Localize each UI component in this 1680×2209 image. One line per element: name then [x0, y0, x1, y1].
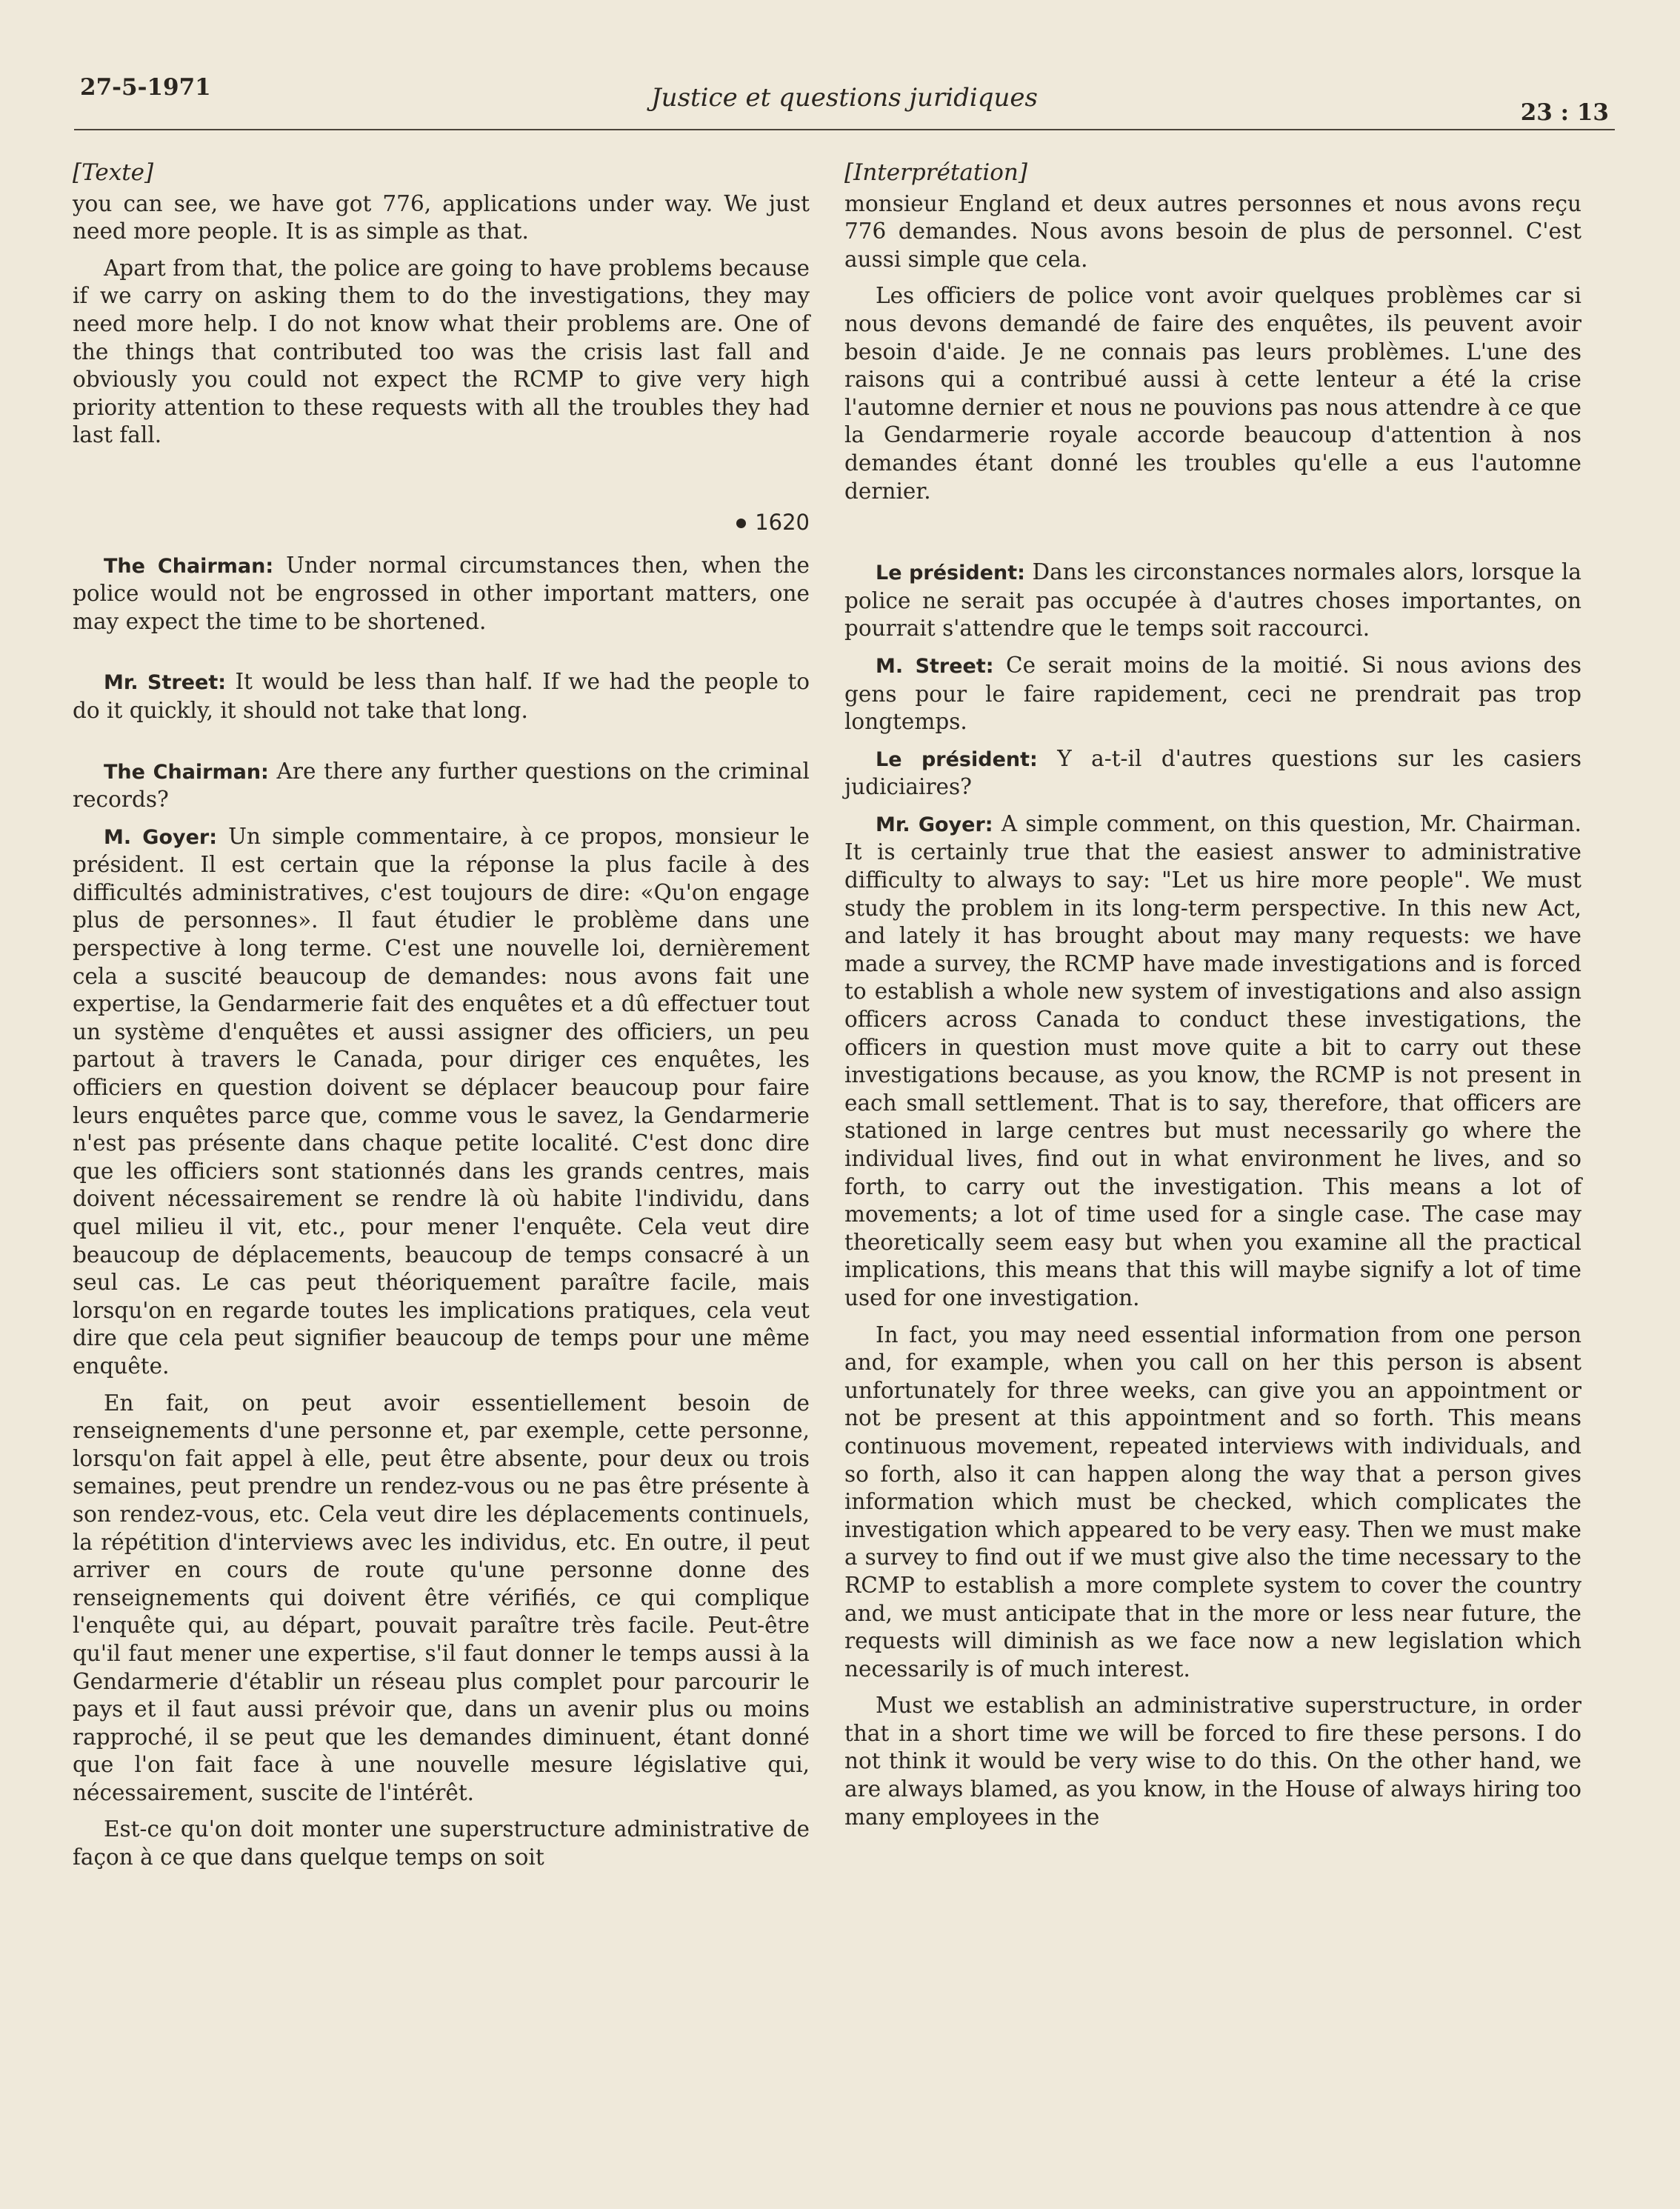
speaker-name: Mr. Goyer:	[876, 813, 993, 836]
speaker-paragraph	[844, 559, 1581, 643]
paragraph: monsieur England et deux autres personnes et nous avons reçu 776 demandes. Nous avons besoin de plus de personnel. C'est aussi simple que cela.	[844, 190, 1581, 272]
speaker-name: The Chairman:	[104, 554, 274, 578]
paragraph: En fait, on peut avoir essentiellement besoin de renseignements d'une personne et, par exemple, cette personne, lorsqu'on fait appel à elle, peut être absente, pour deux ou trois semaines, peut prendre un rendez-vous ou ne pas être présente à son rendez-vous, etc. Cela veut dire les déplacements continuels, la répétition d'interviews avec les individus, etc. En outre, il peut arriver en cours de route qu'une personne donne des renseignements qui doivent être vérifiés, ce qui complique l'enquête qui, au départ, pouvait paraître très facile. Peut-être qu'il faut mener une expertise, s'il faut donner le temps aussi à la Gendarmerie d'établir un réseau plus complet pour parcourir le pays et il faut aussi prévoir que, dans un avenir plus ou moins rapproché, il se peut que les demandes diminuent, étant donné que l'on fait face à une nouvelle mesure législative qui, nécessairement, suscite de l'intérêt.	[73, 1390, 810, 1805]
bullet-dot-icon	[736, 519, 746, 528]
speech-text: Under normal circumstances then, when the police would not be engrossed in other important matters, one may expect the time to be shortened.	[73, 552, 810, 634]
speaker-name: Mr. Street:	[104, 671, 227, 695]
speech-text: Un simple commentaire, à ce propos, monsieur le président. Il est certain que la réponse la plus facile à des difficultés administratives, c'est toujours de dire: «Qu'on engage plus de personnes». Il faut étudier le problème dans une perspective à long terme. C'est une nouvelle loi, dernièrement cela a suscité beaucoup de demandes: nous avons fait une expertise, la Gendarmerie fait des enquêtes et a dû effectuer tout un système d'enquêtes et aussi assigner des officiers, un peu partout à travers le Canada, pour diriger ces enquêtes, les officiers en question doivent se déplacer beaucoup pour faire leurs enquêtes parce que, comme vous le savez, la Gendarmerie n'est pas présente dans chaque petite localité. C'est donc dire que les officiers sont stationnés dans les grands centres, mais doivent nécessairement se rendre là où habite l'individu, dans quel milieu il vit, etc., pour mener l'enquête. Cela veut dire beaucoup de déplacements, beaucoup de temps consacré à un seul cas. Le cas peut théoriquement paraître facile, mais lorsqu'on en regarde toutes les implications pratiques, cela veut dire que cela peut signifier beaucoup de temps pour une même enquête.	[73, 823, 810, 1379]
left-column	[73, 159, 810, 1881]
speech-text: Y a-t-il d'autres questions sur les casiers judiciaires?	[844, 745, 1581, 800]
speaker-name: Le président:	[876, 747, 1038, 771]
header-date: 27-5-1971	[80, 74, 211, 101]
paragraph: Apart from that, the police are going to have problems because if we carry on asking them to do the investigations, they may need more help. I do not know what their problems are. One of the things that contributed too was the crisis last fall and obviously you could not expect the RCMP to give very high priority attention to these requests with all the troubles they had last fall.	[73, 255, 810, 448]
paragraph-number	[73, 509, 810, 537]
speech-text: A simple comment, on this question, Mr. Chairman. It is certainly true that the easiest answer to administrative difficulty to always to say: "Let us hire more people". We must study the problem in its long-term perspective. In this new Act, and lately it has brought about may many requests: we have made a survey, the RCMP have made investigations and is forced to establish a whole new system of investigations and also assign officers across Canada to conduct these investigations, the officers in question must move quite a bit to carry out these investigations because, as you know, the RCMP is not present in each small settlement. That is to say, therefore, that officers are stationed in large centres but must necessarily go where the individual lives, find out in what environment he lives, and so forth, to carry out the investigation. This means a lot of movements; a lot of time used for a single case. The case may theoretically seem easy but when you examine all the practical implications, this means that this will maybe signify a lot of time used for one investigation.	[844, 810, 1581, 1310]
paragraph: Est-ce qu'on doit monter une superstructure administrative de façon à ce que dans quelque temps on soit	[73, 1816, 810, 1870]
paragraph: you can see, we have got 776, applications under way. We just need more people. It is as simple as that.	[73, 190, 810, 244]
speaker-paragraph	[73, 552, 810, 636]
language-marker: [Texte]	[73, 159, 154, 186]
speaker-name: M. Goyer:	[104, 825, 218, 849]
language-marker: [Interprétation]	[844, 159, 1027, 186]
speech-text: Dans les circonstances normales alors, lorsque la police ne serait pas occupée à d'autres choses importantes, on pourrait s'attendre que le temps soit raccourci.	[844, 559, 1581, 642]
header-title: Justice et questions juridiques	[651, 83, 1038, 113]
speaker-name: Le président:	[876, 562, 1025, 585]
paragraph: Must we establish an administrative superstructure, in order that in a short time we will be forced to fire these persons. I do not think it would be very wise to do this. On the other hand, we are always blamed, as you know, in the House of always hiring too many employees in the	[844, 1693, 1581, 1830]
speaker-name: The Chairman:	[104, 760, 269, 784]
paragraph: Les officiers de police vont avoir quelques problèmes car si nous devons demandé de faire des enquêtes, ils peuvent avoir besoin d'aide. Je ne connais pas leurs problèmes. L'une des raisons qui a contribué aussi à cette lenteur a été la crise l'automne dernier et nous ne pouvions pas nous attendre à ce que la Gendarmerie royale accorde beaucoup d'attention à nos demandes étant donné les troubles qu'elle a eus l'automne dernier.	[844, 283, 1581, 504]
right-column	[844, 159, 1581, 1840]
header-page-number: 23 : 13	[1520, 99, 1609, 126]
speaker-name: M. Street:	[876, 654, 994, 678]
page-header	[74, 68, 1615, 126]
speaker-paragraph	[73, 823, 810, 1381]
paragraph-number-text: 1620	[755, 509, 810, 535]
speech-text: Are there any further questions on the criminal records?	[73, 758, 810, 813]
speaker-paragraph	[73, 668, 810, 724]
speaker-paragraph	[73, 758, 810, 814]
paragraph: In fact, you may need essential information from one person and, for example, when you call on her this person is absent unfortunately for three weeks, can give you an appointment or not be present at this appointment and so forth. This means continuous movement, repeated interviews with individuals, and so forth, also it can happen along the way that a person gives information which must be checked, which complicates the investigation which appeared to be very easy. Then we must make a survey to find out if we must give also the time necessary to the RCMP to establish a more complete system to cover the country and, we must anticipate that in the more or less near future, the requests will diminish as we face now a new legislation which necessarily is of much interest.	[844, 1322, 1581, 1682]
header-rule	[74, 129, 1615, 130]
speaker-paragraph	[844, 745, 1581, 802]
speaker-paragraph	[844, 810, 1581, 1313]
speech-text: It would be less than half. If we had the people to do it quickly, it should not take that long.	[73, 669, 810, 723]
speaker-paragraph	[844, 652, 1581, 736]
speech-text: Ce serait moins de la moitié. Si nous avions des gens pour le faire rapidement, ceci ne prendrait pas trop longtemps.	[844, 652, 1581, 735]
